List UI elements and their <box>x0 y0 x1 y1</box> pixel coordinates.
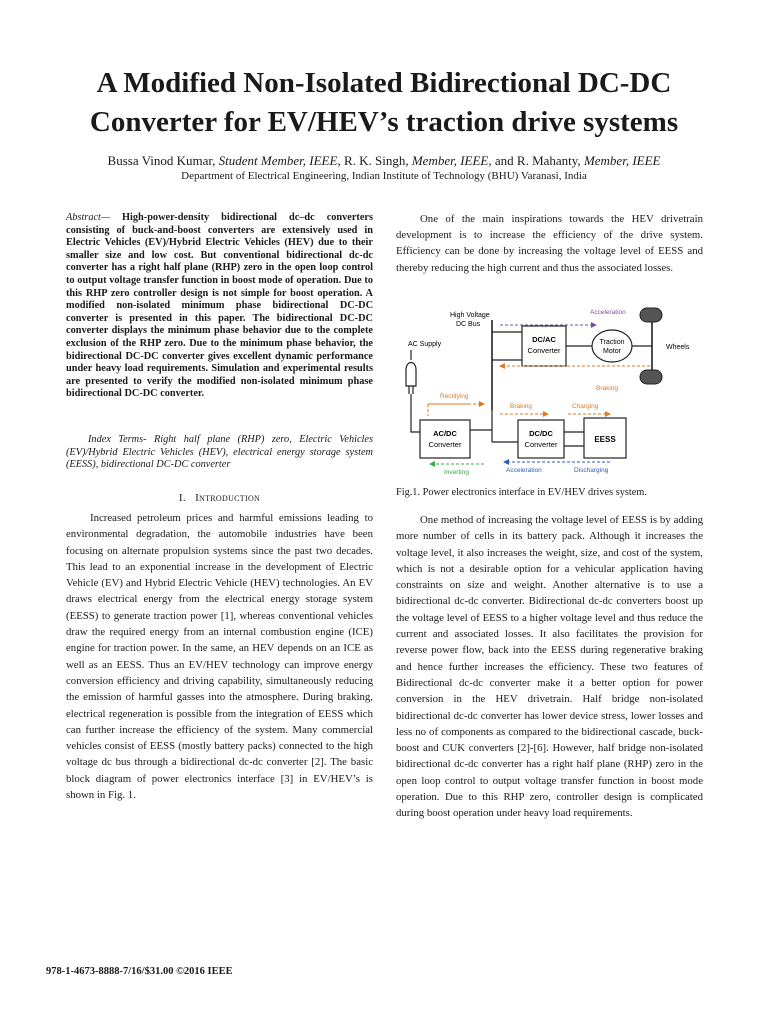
section-heading <box>66 492 373 504</box>
acceleration-top-label: Acceleration <box>590 309 626 316</box>
abstract-lead: Abstract— <box>66 212 123 223</box>
dcdc-label-1: DC/DC <box>529 429 553 438</box>
wheel-icon-bottom <box>640 370 662 384</box>
motor-label-1: Traction <box>599 339 625 346</box>
hv-bus-label: High Voltage <box>450 312 490 319</box>
right-paragraph-2: One method of increasing the voltage level of EESS is by adding more number of cells in its battery pack. Although it increases the voltage level, it also increases the weight, size, and cost of the system, which is not a desirable option for a vehicular application having constraints on size and weight. Another alternative is to use a bidirectional dc-dc converter. Bidirectional dc-dc converters boost up the voltage level of EESS to a higher voltage level and thus reduce the current and associated losses. It also facilitates the provision for reverse power flow, back into the EESS during regenerative braking and hence further increases the efficiency. These two features of Bidirectional dc-dc converter make it a better option for power conversion in the HEV drivetrain. Half bridge non-isolated bidirectional dc-dc converter has lower device stress, lower losses and less no of components as compared to the bidirectional cascade, buck-boost and CUK converters [2]-[6]. However, half bridge non-isolated bidirectional dc-dc converter has a right half plane (RHP) zero in the open loop control to output voltage transfer function in boost mode operation. Due to this RHP zero, controller design is complicated during boost operation under heavy load requirements. <box>396 514 703 820</box>
acdc-label-1: AC/DC <box>433 429 457 438</box>
author-1: Bussa Vinod Kumar, <box>107 153 219 168</box>
ac-supply-label: AC Supply <box>408 341 442 348</box>
wheels-label: Wheels <box>666 344 690 351</box>
intro-paragraph: Increased petroleum prices and harmful emissions leading to environmental degradation, the automobile industries have been focusing on alternate propulsion systems since the past two decades. This lead to an exponential increase in the development of Electric Vehicle (EV) and Hybrid Electric Vehicle (HEV) technologies. An EV draws electrical energy from the electrical energy storage system (EESS) to generate traction power [1], whereas conventional vehicles draw the required energy from an internal combustion engine (ICE) engine for traction power. In the same, an HEV depends on an ICE as well as an EESS. Thus an EV/HEV technology can improve energy conversion efficiency and driving capability, simultaneously reducing the emission of harmful gasses into the atmosphere. During braking, electrical regeneration is possible from the integration of EESS which can further increase the efficiency of the system. Many commercial vehicles consist of EESS (mostly battery packs) connected to the high voltage dc bus through a bidirectional dc-dc converter [2]. The basic block diagram of power electronics interface [3] in EV/HEV’s is shown in Fig. 1. <box>66 512 373 802</box>
dcac-label-2: Converter <box>527 346 561 355</box>
author-2-role: Member, IEEE <box>411 153 489 168</box>
acceleration-bottom-label: Acceleration <box>506 467 542 474</box>
figure-caption: Fig.1. Power electronics interface in EV/HEV drives system. <box>396 487 647 498</box>
author-line <box>40 152 728 169</box>
author-1-role: Student Member, IEEE <box>218 153 338 168</box>
rectifying-arrow <box>428 404 468 416</box>
author-3: , and R. Mahanty, <box>488 153 584 168</box>
plug-icon <box>406 363 416 387</box>
acdc-label-2: Converter <box>428 440 462 449</box>
dcdc-label-2: Converter <box>524 440 558 449</box>
abstract <box>66 212 373 401</box>
traction-motor-icon <box>592 330 632 362</box>
wheel-icon-top <box>640 308 662 322</box>
dcac-label-1: DC/AC <box>532 335 556 344</box>
dcdc-converter-box <box>518 420 564 458</box>
motor-label-2: Motor <box>603 348 621 355</box>
paper-title: A Modified Non-Isolated Bidirectional DC-DC Converter for EV/HEV’s traction drive systems <box>89 67 679 138</box>
author-3-role: Member, IEEE <box>583 153 661 168</box>
block-diagram <box>400 302 700 478</box>
charging-label: Charging <box>572 403 599 410</box>
copyright-footer: 978-1-4673-8888-7/16/$31.00 ©2016 IEEE <box>46 966 233 977</box>
rectifying-label: Rectifying <box>440 393 469 400</box>
figure-1 <box>400 302 700 478</box>
discharging-label: Discharging <box>574 467 609 474</box>
index-terms: Index Terms- Right half plane (RHP) zero, Electric Vehicles (EV)/Hybrid Electric Vehicles (HEV), electrical energy storage system (EESS), bidirectional DC-DC converter <box>66 434 373 471</box>
hv-bus-label-2: DC Bus <box>456 321 481 328</box>
abstract-body: High-power-density bidirectional dc–dc converters consisting of buck-and-boost converters are extensively used in Electric Vehicles (EV)/Hybrid Electric Vehicles (HEV) due to their smaller size and low cost. But conventional bidirectional dc-dc converter has a right half plane (RHP) zero in the open loop control to output voltage transfer function in boost mode of operation. Due to this RHP zero controller design is not simple for boost operation. A modified non-isolated minimum phase bidirectional DC-DC converter is presented in this paper. The bidirectional DC-DC converter displays the minimum phase behavior due to the complete exclusion of the RHP zero. Due to the minimum phase behavior, the bidirectional DC-DC converter gives excellent dynamic performance under heavy load requirements. Simulation and experimental results are presented to verify the modified non-isolated minimum phase bidirectional DC-DC converter. <box>66 212 374 400</box>
braking-mid-label: Braking <box>510 403 533 410</box>
ac-to-acdc-line <box>411 394 420 432</box>
section-number: I. <box>178 492 186 504</box>
affiliation: Department of Electrical Engineering, Indian Institute of Technology (BHU) Varanasi, India <box>181 170 587 182</box>
section-title: Introduction <box>195 492 261 504</box>
inverting-label: Inverting <box>444 469 469 476</box>
author-2: , R. K. Singh, <box>337 153 412 168</box>
acdc-converter-box <box>420 420 470 458</box>
right-paragraph-1: One of the main inspirations towards the HEV drivetrain development is to increase the efficiency of the drive system. Efficiency can be done by increasing the voltage level of EESS and thereby reducing the high current and thus the associated losses. <box>396 213 703 274</box>
eess-label: EESS <box>594 435 616 444</box>
braking-top-label: Braking <box>596 385 619 392</box>
